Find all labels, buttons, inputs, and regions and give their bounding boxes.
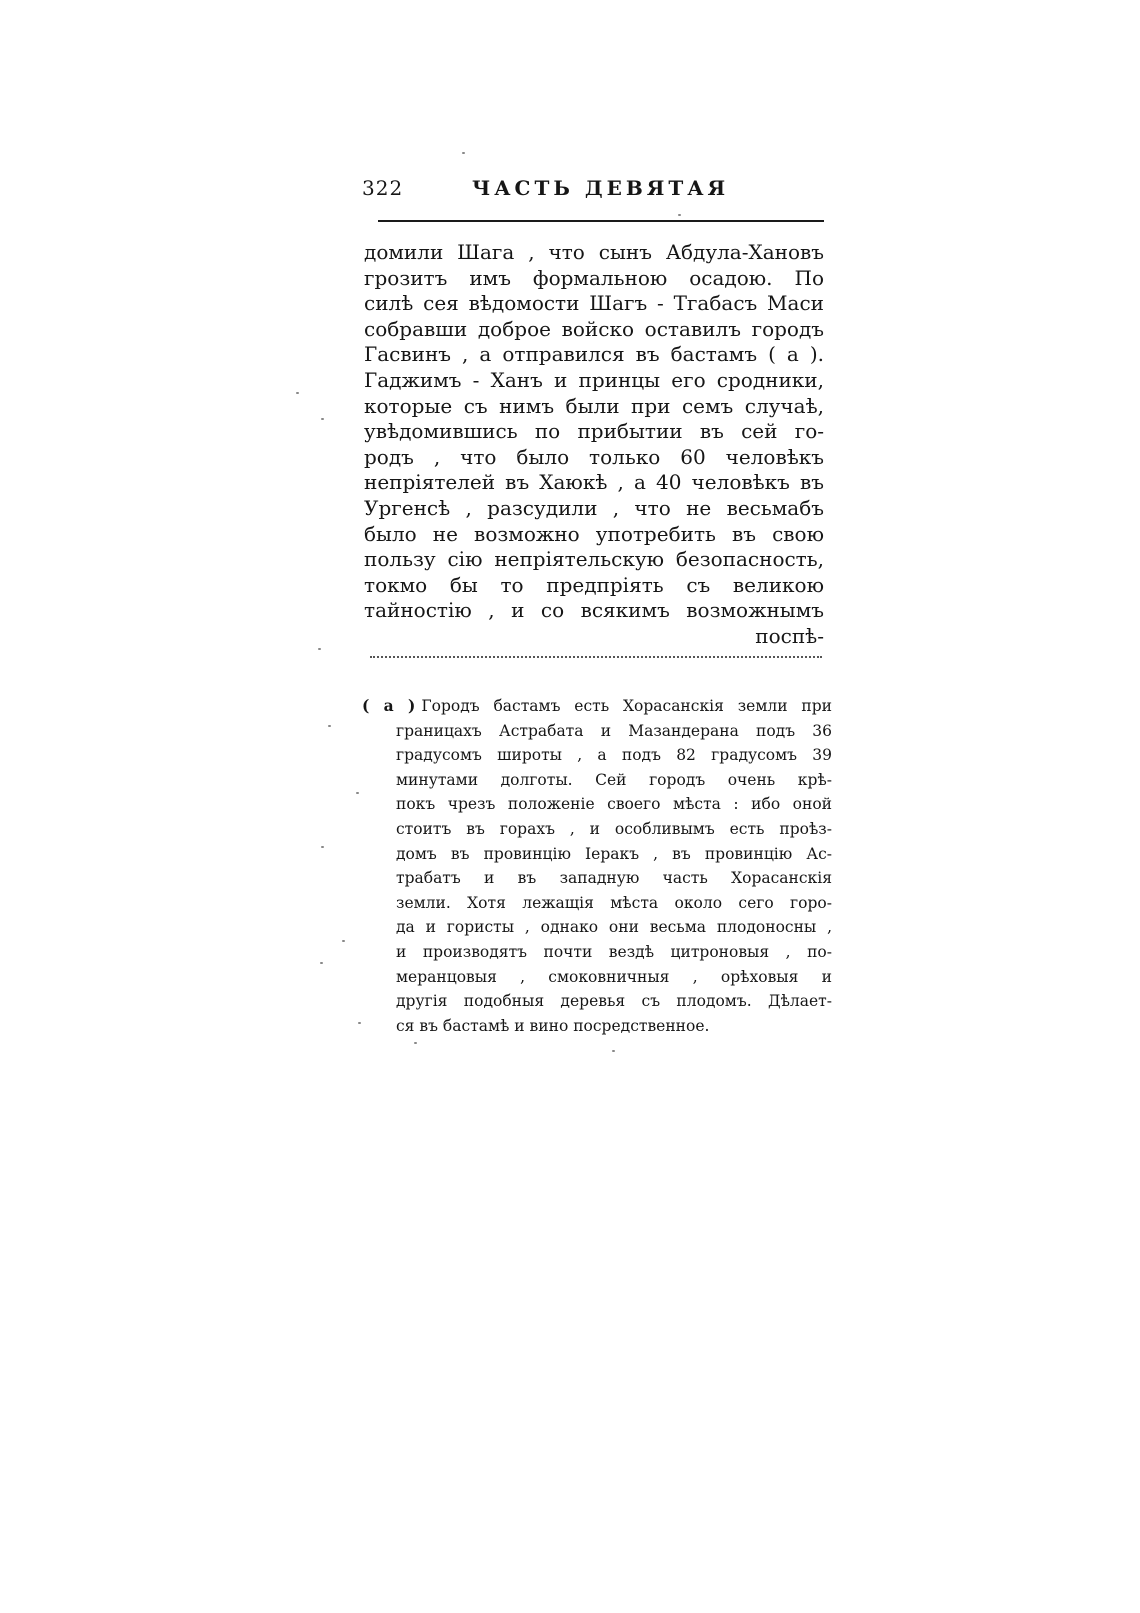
text-line: тайностiю , и со всякимъ возможнымъ [364,598,824,623]
scan-speck [328,725,331,727]
scan-speck [342,940,345,942]
footnote-line: другiя подобныя деревья съ плодомъ. Дѣлает- [396,992,832,1011]
footnote-line-text: Городъ бастамъ есть Хорасанскiя земли при [421,697,832,715]
scan-speck [321,846,324,848]
scan-speck [321,418,324,420]
footnote-line: границахъ Астрабата и Мазандерана подъ 36 [396,721,832,740]
text-line: пользу сiю непрiятельскую безопасность, [364,547,824,572]
text-line: силѣ сея вѣдомости Шагъ - Тгабасъ Маси [364,291,824,316]
footnote-line [362,694,832,719]
running-head-title: ЧАСТЬ ДЕВЯТАЯ [472,176,730,200]
footnote-rule [370,656,822,658]
scan-speck [318,648,321,650]
footnote-line: земли. Хотя лежащiя мѣста около сего горо- [396,893,832,912]
text-line: грозитъ имъ формальною осадою. По [364,265,824,290]
scan-speck [612,1050,615,1052]
footnote-line: минутами долготы. Сей городъ очень крѣ- [396,770,832,789]
text-line: было не возможно употребить въ свою [364,521,824,546]
text-line: непрiятелей въ Хаюкѣ , а 40 человѣкъ въ [364,470,824,495]
text-line: Гасвинъ , а отправился въ бастамъ ( a ). [364,342,824,367]
footnote-line: ся въ бастамѣ и вино посредственное. [396,1016,710,1035]
footnote-line: и производятъ почти вездѣ цитроновыя , по- [396,942,832,961]
text-line: собравши доброе войско оставилъ городъ [364,316,824,341]
footnote-line: трабатъ и въ западную часть Хорасанскiя [396,869,832,888]
text-line: родъ , что было только 60 человѣкъ [364,444,824,469]
scan-speck [678,214,681,216]
scan-speck [462,152,465,154]
header-rule [378,220,824,222]
text-line: Гаджимъ - Ханъ и принцы его сродники, [364,367,824,392]
footnote-line: градусомъ широты , а подъ 82 градусомъ 39 [396,746,832,765]
footnote [362,694,832,1038]
text-line: домили Шага , что сынъ Абдула-Хановъ [364,240,824,264]
footnote-line: меранцовыя , смоковничныя , орѣховыя и [396,967,832,986]
scan-speck [414,1042,417,1044]
main-text [364,240,824,650]
text-line: которые съ нимъ были при семъ случаѣ, [364,393,824,418]
text-line: увѣдомившись по прибытии въ сей го- [364,419,824,444]
scan-speck [320,962,323,964]
text-line: Ургенсѣ , разсудили , что не весьмабъ [364,495,824,520]
footnote-marker: ( a ) [362,696,416,715]
footnote-line: покъ чрезъ положенiе своего мѣста : ибо оной [396,795,832,814]
page-number: 322 [362,176,404,200]
footnote-line: да и гористы , однако они весьма плодоносны , [396,918,832,937]
scan-speck [356,792,359,794]
scan-speck [358,1022,361,1024]
running-header [362,176,824,206]
footnote-line: домъ въ провинцiю Іеракъ , въ провинцiю Ас- [396,844,832,863]
text-line: токмо бы то предпрiять съ великою [364,572,824,597]
catchword: поспѣ- [755,623,824,648]
footnote-line: стоитъ въ горахъ , и особливымъ есть проѣз- [396,819,832,838]
scan-speck [296,392,299,394]
